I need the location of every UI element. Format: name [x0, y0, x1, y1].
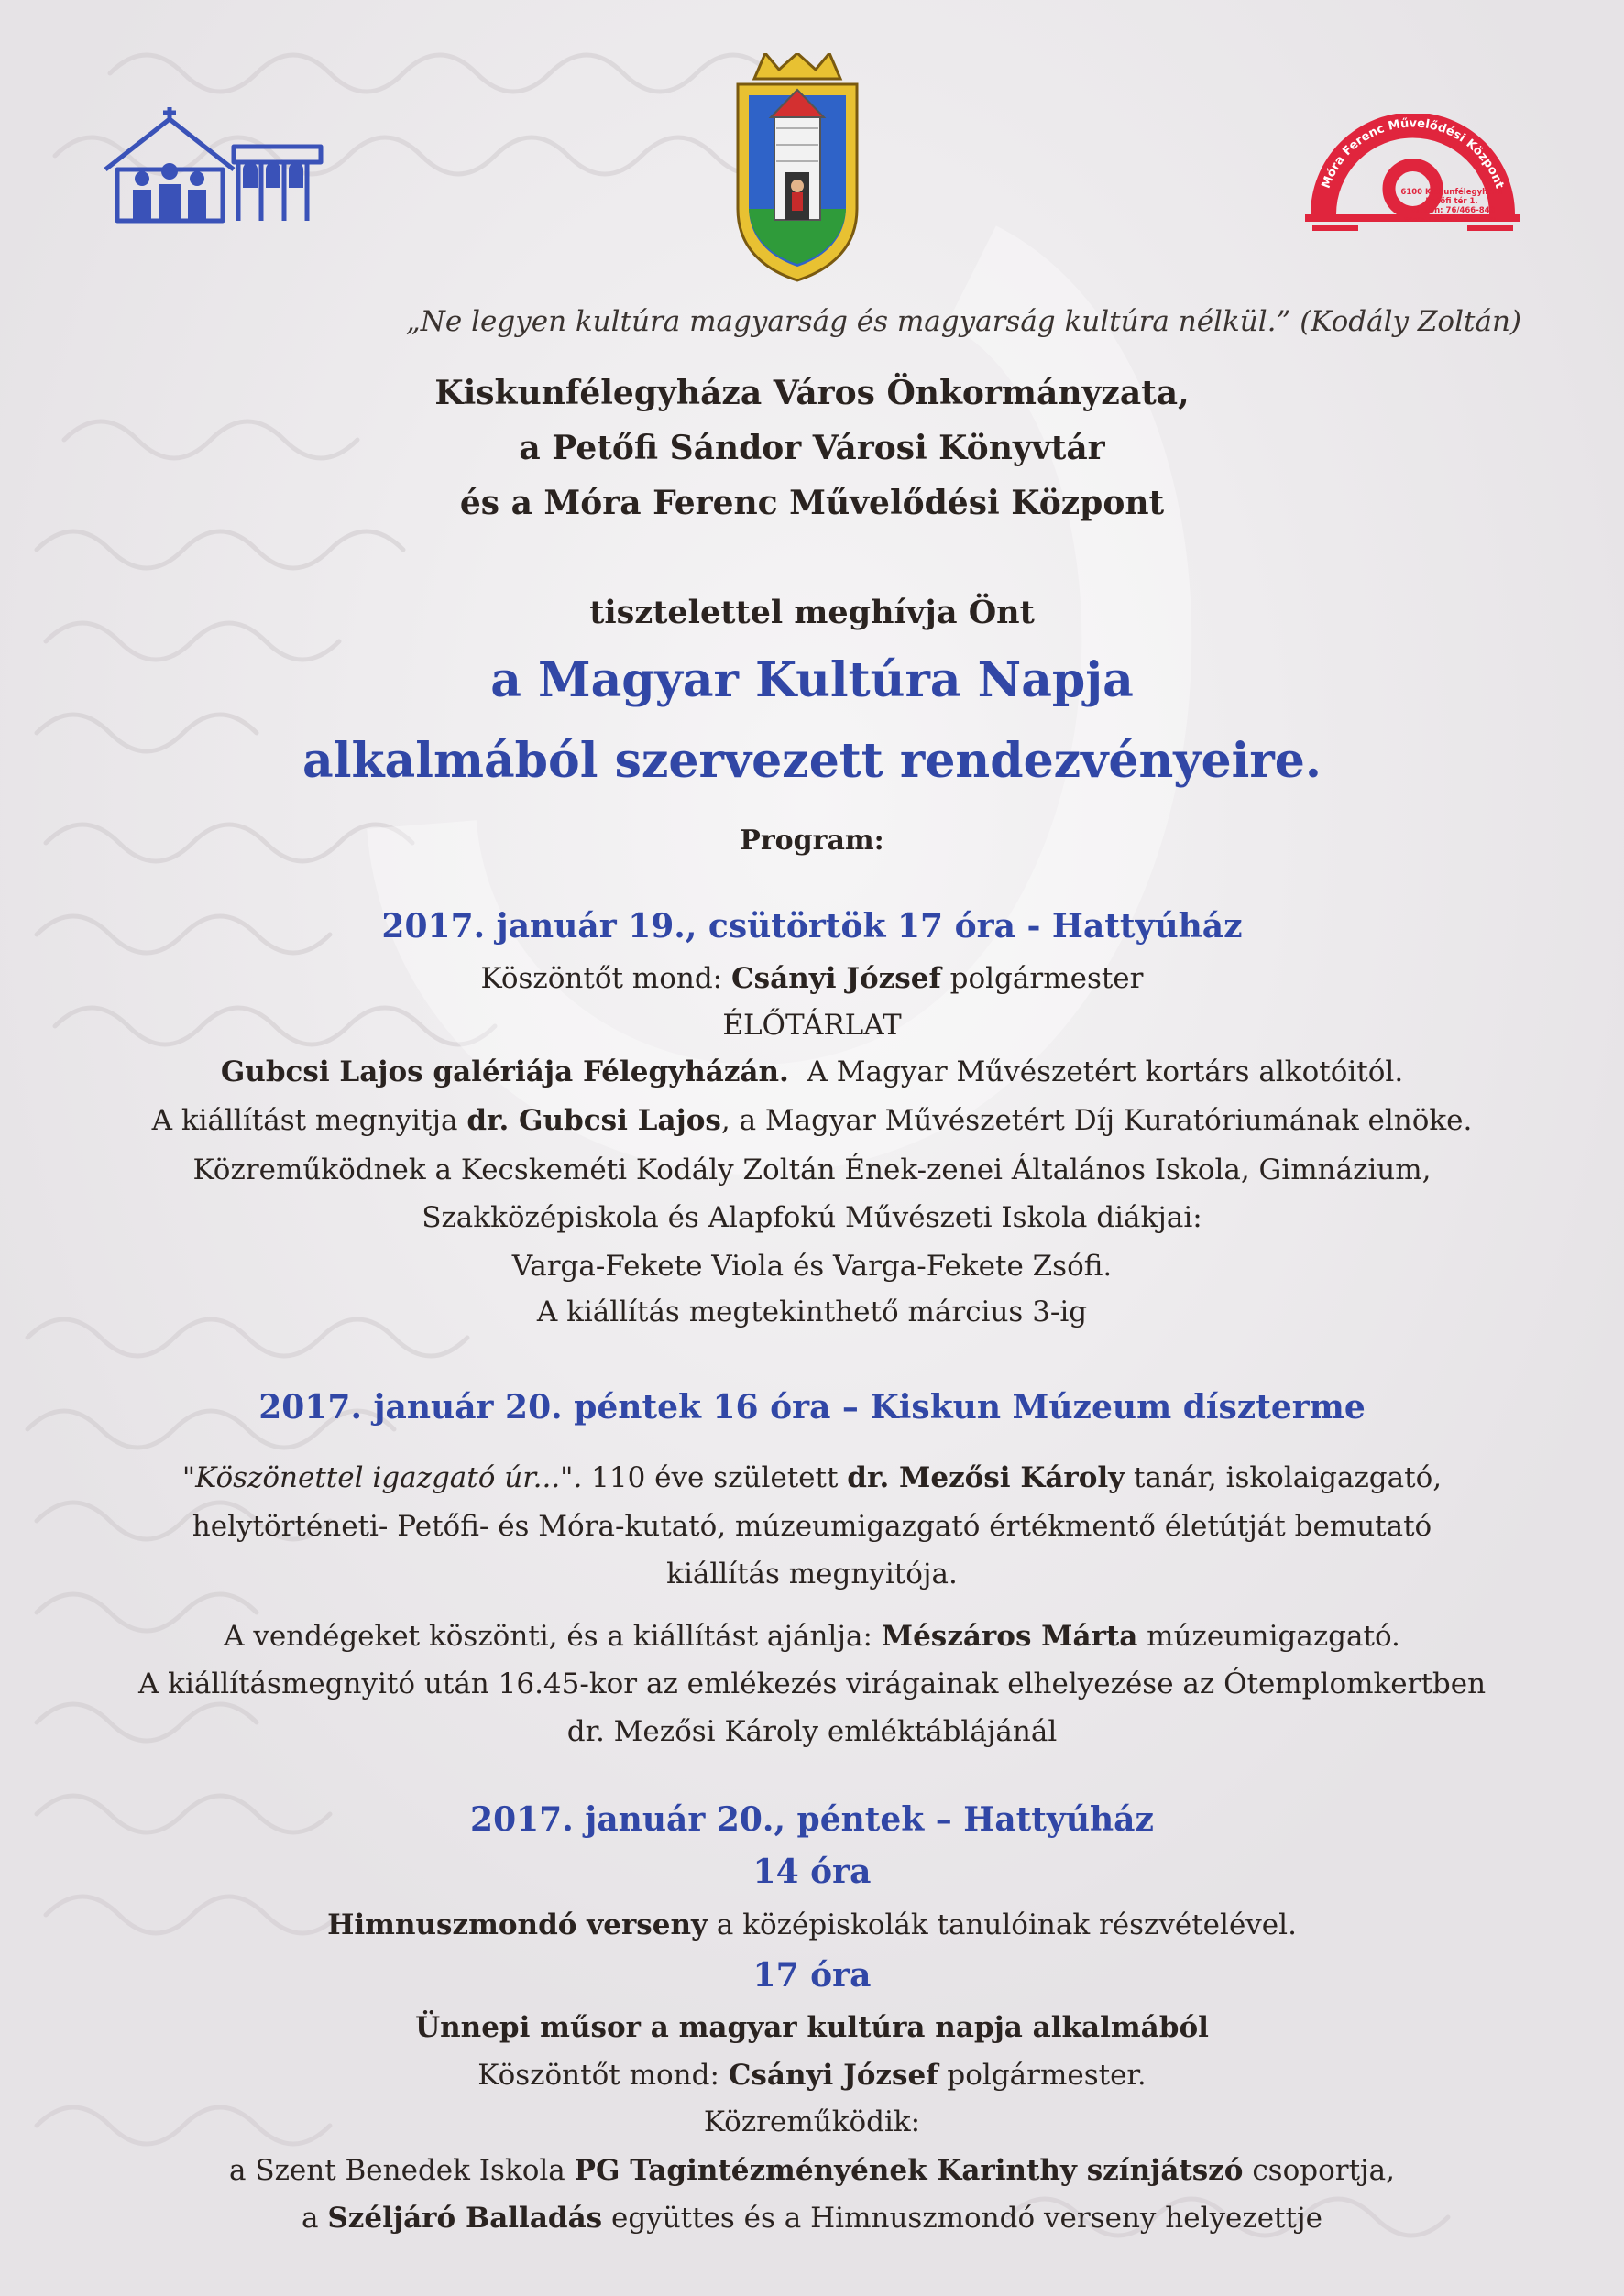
- organizer-1: Kiskunfélegyháza Város Önkormányzata,: [434, 374, 1190, 412]
- svg-text:Móra Ferenc Művelődési Központ: [1320, 117, 1507, 191]
- logo-address-2: Petőfi tér 1.: [1425, 197, 1478, 206]
- event3-contrib-label: Közreműködik:: [703, 2105, 921, 2138]
- event1-contributors-2: Szakközépiskola és Alapfokú Művészeti Iskola diákjai:: [422, 1201, 1202, 1234]
- event3-contrib-1: a Szent Benedek Iskola PG Tagintézményének Karinthy színjátszó csoportja,: [229, 2154, 1395, 2187]
- city-coat-of-arms: [729, 53, 866, 282]
- mora-ferenc-logo: [1305, 114, 1520, 233]
- event1-until: A kiállítás megtekinthető március 3-ig: [536, 1296, 1088, 1328]
- event1-greeting: Köszöntőt mond: Csányi József polgármester: [480, 962, 1144, 995]
- event2-line-4: A vendégeket köszönti, és a kiállítást ajánlja: Mészáros Márta múzeumigazgató.: [224, 1620, 1400, 1653]
- event3-competition: Himnuszmondó verseny a középiskolák tanulóinak részvételével.: [327, 1908, 1297, 1941]
- event3-show: Ünnepi műsor a magyar kultúra napja alkalmából: [415, 2011, 1209, 2044]
- logo-address-1: 6100 Kiskunfélegyháza: [1400, 188, 1503, 197]
- event3-time-1: 14 óra: [752, 1853, 872, 1891]
- event1-opener: A kiállítást megnyitja dr. Gubcsi Lajos, a Magyar Művészetért Díj Kuratóriumának elnöke.: [151, 1104, 1473, 1137]
- hattyuhaz-logo: [101, 105, 325, 224]
- event2-line-2: helytörténeti- Petőfi- és Móra-kutató, múzeumigazgató értékmentő életútját bemutató: [192, 1510, 1432, 1543]
- event1-heading: 2017. január 19., csütörtök 17 óra - Hattyúház: [381, 907, 1243, 946]
- event3-greeting: Köszöntőt mond: Csányi József polgármester.: [477, 2059, 1147, 2092]
- title-line-2: alkalmából szervezett rendezvényeire.: [302, 733, 1322, 789]
- logo-phone: Telefon: 76/466-843: [1408, 206, 1496, 215]
- organizer-3: és a Móra Ferenc Művelődési Központ: [459, 484, 1165, 522]
- event1-gallery: Gubcsi Lajos galériája Félegyházán. A Magyar Művészetért kortárs alkotóitól.: [220, 1055, 1404, 1088]
- event1-contributors-1: Közreműködnek a Kecskeméti Kodály Zoltán Ének-zenei Általános Iskola, Gimnázium,: [192, 1153, 1432, 1186]
- event3-time-2: 17 óra: [752, 1956, 872, 1995]
- event2-line-3: kiállítás megnyitója.: [666, 1558, 958, 1591]
- event1-exhibit-type: ÉLŐTÁRLAT: [722, 1009, 902, 1042]
- event3-heading: 2017. január 20., péntek – Hattyúház: [470, 1800, 1154, 1839]
- invitation-line: tisztelettel meghívja Önt: [589, 594, 1035, 631]
- organizer-2: a Petőfi Sándor Városi Könyvtár: [519, 429, 1105, 467]
- title-line-1: a Magyar Kultúra Napja: [490, 652, 1134, 708]
- event1-contributors-3: Varga-Fekete Viola és Varga-Fekete Zsófi.: [511, 1250, 1113, 1283]
- kodaly-quote: „Ne legyen kultúra magyarság és magyarság kultúra nélkül.” (Kodály Zoltán): [405, 305, 1521, 338]
- logo-website: www.moramuvhaz.hu: [1404, 215, 1499, 224]
- logo-arch-text: Móra Ferenc Művelődési Központ: [1319, 116, 1507, 191]
- event3-contrib-2: a Széljáró Balladás együttes és a Himnuszmondó verseny helyezettje: [302, 2202, 1322, 2235]
- program-label: Program:: [740, 825, 884, 857]
- event2-heading: 2017. január 20. péntek 16 óra – Kiskun Múzeum díszterme: [258, 1388, 1366, 1427]
- event2-line-6: dr. Mezősi Károly emléktáblájánál: [566, 1715, 1058, 1748]
- event2-line-5: A kiállításmegnyitó után 16.45-kor az emlékezés virágainak elhelyezése az Ótemplomkertben: [137, 1667, 1487, 1700]
- event2-line-1: "Köszönettel igazgató úr...". 110 éve született dr. Mezősi Károly tanár, iskolaigazgató,: [181, 1461, 1443, 1494]
